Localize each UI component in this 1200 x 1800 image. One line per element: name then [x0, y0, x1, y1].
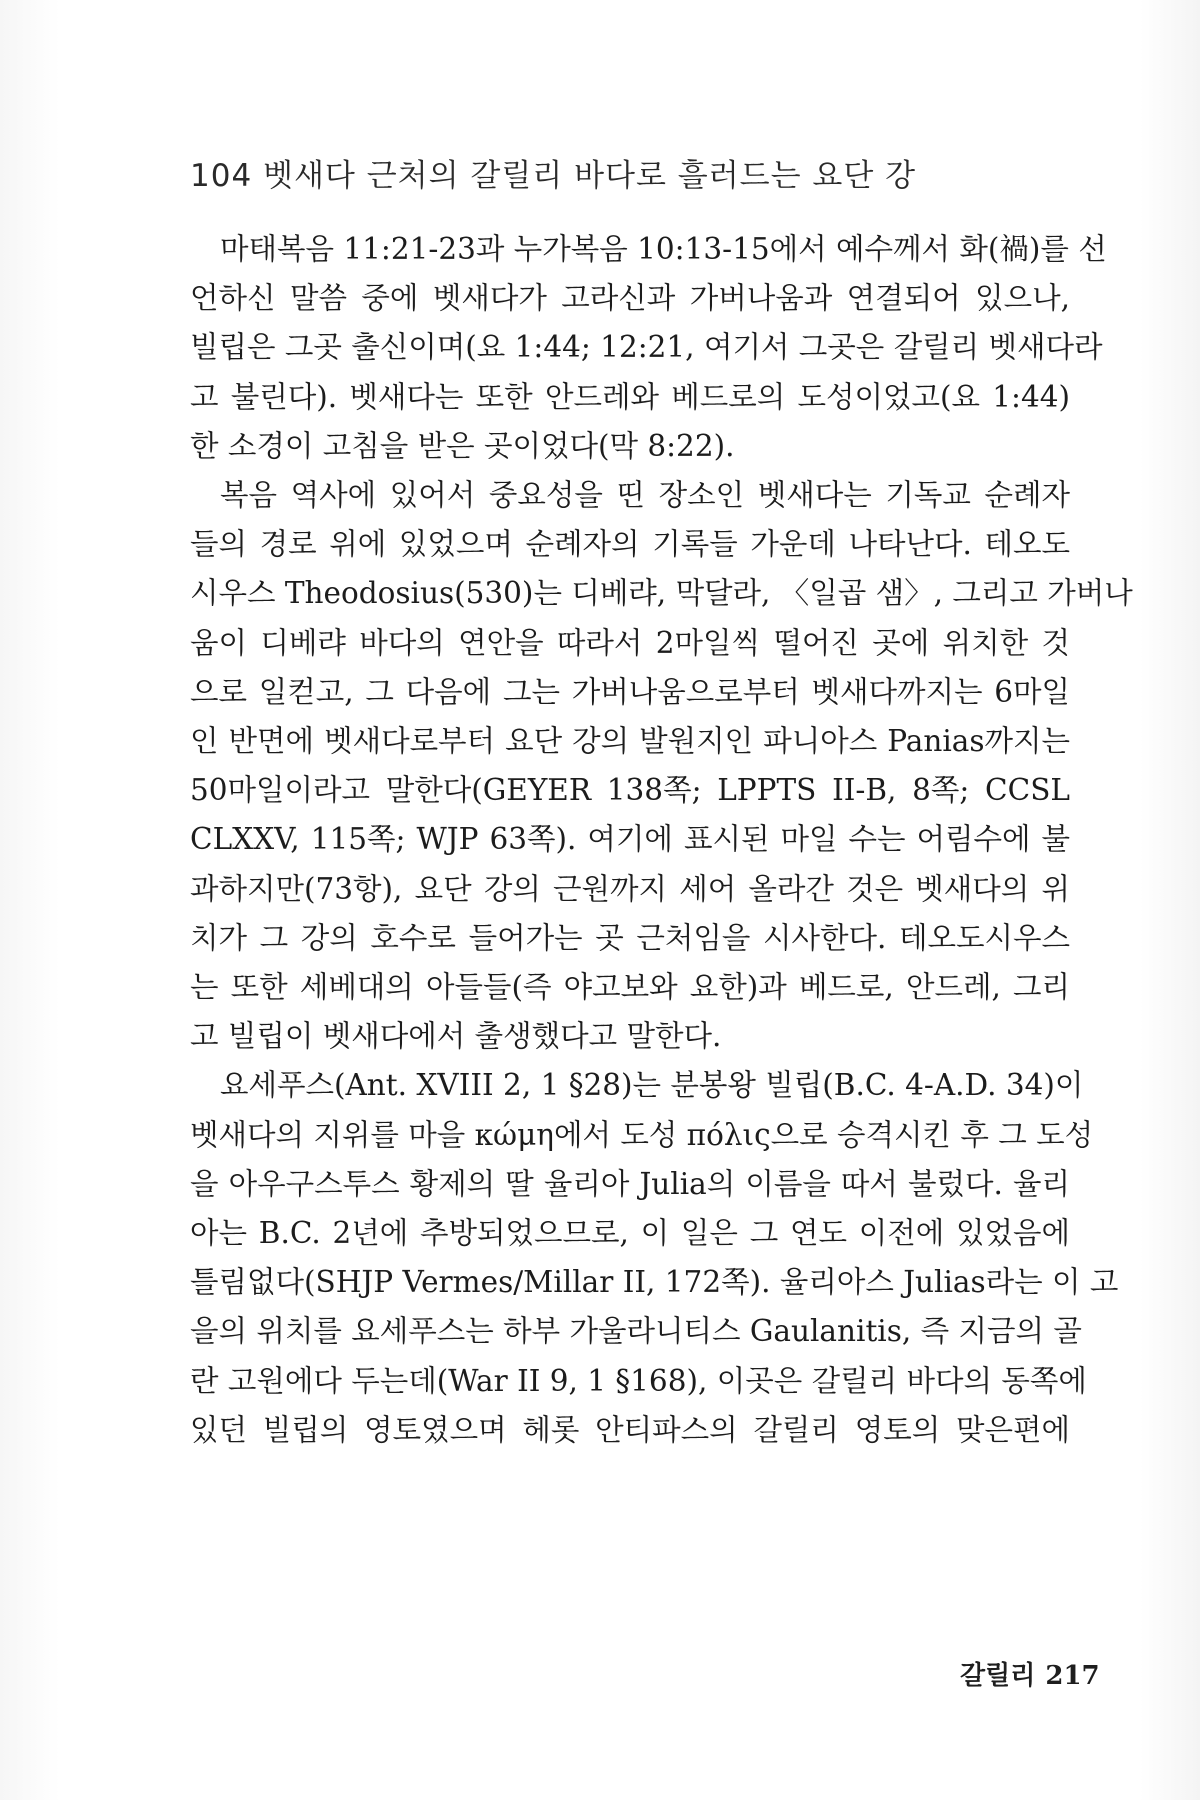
text-line: 있던 빌립의 영토였으며 헤롯 안티파스의 갈릴리 영토의 맞은편에 — [190, 1412, 1070, 1447]
text-line: 과하지만(73항), 요단 강의 근원까지 세어 올라간 것은 벳새다의 위 — [190, 871, 1070, 906]
text-line: 마태복음 11:21-23과 누가복음 10:13-15에서 예수께서 화(禍)를 선 — [220, 232, 1107, 266]
body-text — [190, 225, 1133, 1455]
paragraph-1 — [190, 225, 1107, 471]
text-line: 요세푸스(Ant. XVIII 2, 1 §28)는 분봉왕 빌립(B.C. 4-A.D. 34)이 — [220, 1068, 1084, 1103]
text-line: 고 빌립이 벳새다에서 출생했다고 말한다. — [190, 1019, 722, 1054]
text-line: 인 반면에 벳새다로부터 요단 강의 발원지인 파니아스 Panias까지는 — [190, 724, 1070, 759]
paragraph-3 — [190, 1061, 1119, 1455]
text-line: 언하신 말씀 중에 벳새다가 고라신과 가버나움과 연결되어 있으나, — [190, 281, 1070, 316]
text-line: 벳새다의 지위를 마을 κώμη에서 도성 πόλις으로 승격시킨 후 그 도성 — [190, 1117, 1094, 1152]
text-line: 복음 역사에 있어서 중요성을 띤 장소인 벳새다는 기독교 순례자 — [220, 478, 1070, 513]
page-number: 217 — [1045, 1661, 1100, 1691]
text-line: 빌립은 그곳 출신이며(요 1:44; 12:21, 여기서 그곳은 갈릴리 벳새다라 — [190, 330, 1103, 365]
text-line: 움이 디베랴 바다의 연안을 따라서 2마일씩 떨어진 곳에 위치한 것 — [190, 625, 1070, 660]
text-line: 으로 일컫고, 그 다음에 그는 가버나움으로부터 벳새다까지는 6마일 — [190, 674, 1070, 709]
text-line: 들의 경로 위에 있었으며 순례자의 기록들 가운데 나타난다. 테오도 — [190, 527, 1070, 562]
text-line: CLXXV, 115쪽; WJP 63쪽). 여기에 표시된 마일 수는 어림수에 불 — [190, 822, 1070, 857]
text-line: 아는 B.C. 2년에 추방되었으므로, 이 일은 그 연도 이전에 있었음에 — [190, 1216, 1071, 1251]
text-line: 50마일이라고 말한다(GEYER 138쪽; LPPTS II-B, 8쪽; CCSL — [190, 773, 1070, 808]
text-line: 란 고원에다 두는데(War II 9, 1 §168), 이곳은 갈릴리 바다의 동쪽에 — [190, 1363, 1087, 1398]
text-line: 틀림없다(SHJP Vermes/Millar II, 172쪽). 율리아스 Julias라는 이 고 — [190, 1265, 1119, 1300]
running-title: 갈릴리 — [960, 1661, 1036, 1691]
text-line: 시우스 Theodosius(530)는 디베랴, 막달라, 〈일곱 샘〉, 그리고 가버나 — [190, 576, 1133, 611]
paragraph-2 — [190, 471, 1133, 1061]
page-footer — [960, 1655, 1100, 1692]
text-line: 고 불린다). 벳새다는 또한 안드레와 베드로의 도성이었고(요 1:44) — [190, 379, 1070, 414]
text-line: 한 소경이 고침을 받은 곳이었다(막 8:22). — [190, 428, 735, 463]
text-line: 치가 그 강의 호수로 들어가는 곳 근처임을 시사한다. 테오도시우스 — [190, 920, 1070, 955]
text-line: 을 아우구스투스 황제의 딸 율리아 Julia의 이름을 따서 불렀다. 율리 — [190, 1166, 1070, 1201]
figure-caption: 104 벳새다 근처의 갈릴리 바다로 흘러드는 요단 강 — [190, 158, 917, 194]
text-line: 는 또한 세베대의 아들들(즉 야고보와 요한)과 베드로, 안드레, 그리 — [190, 970, 1070, 1005]
text-line: 을의 위치를 요세푸스는 하부 가울라니티스 Gaulanitis, 즉 지금의 골 — [190, 1314, 1082, 1349]
